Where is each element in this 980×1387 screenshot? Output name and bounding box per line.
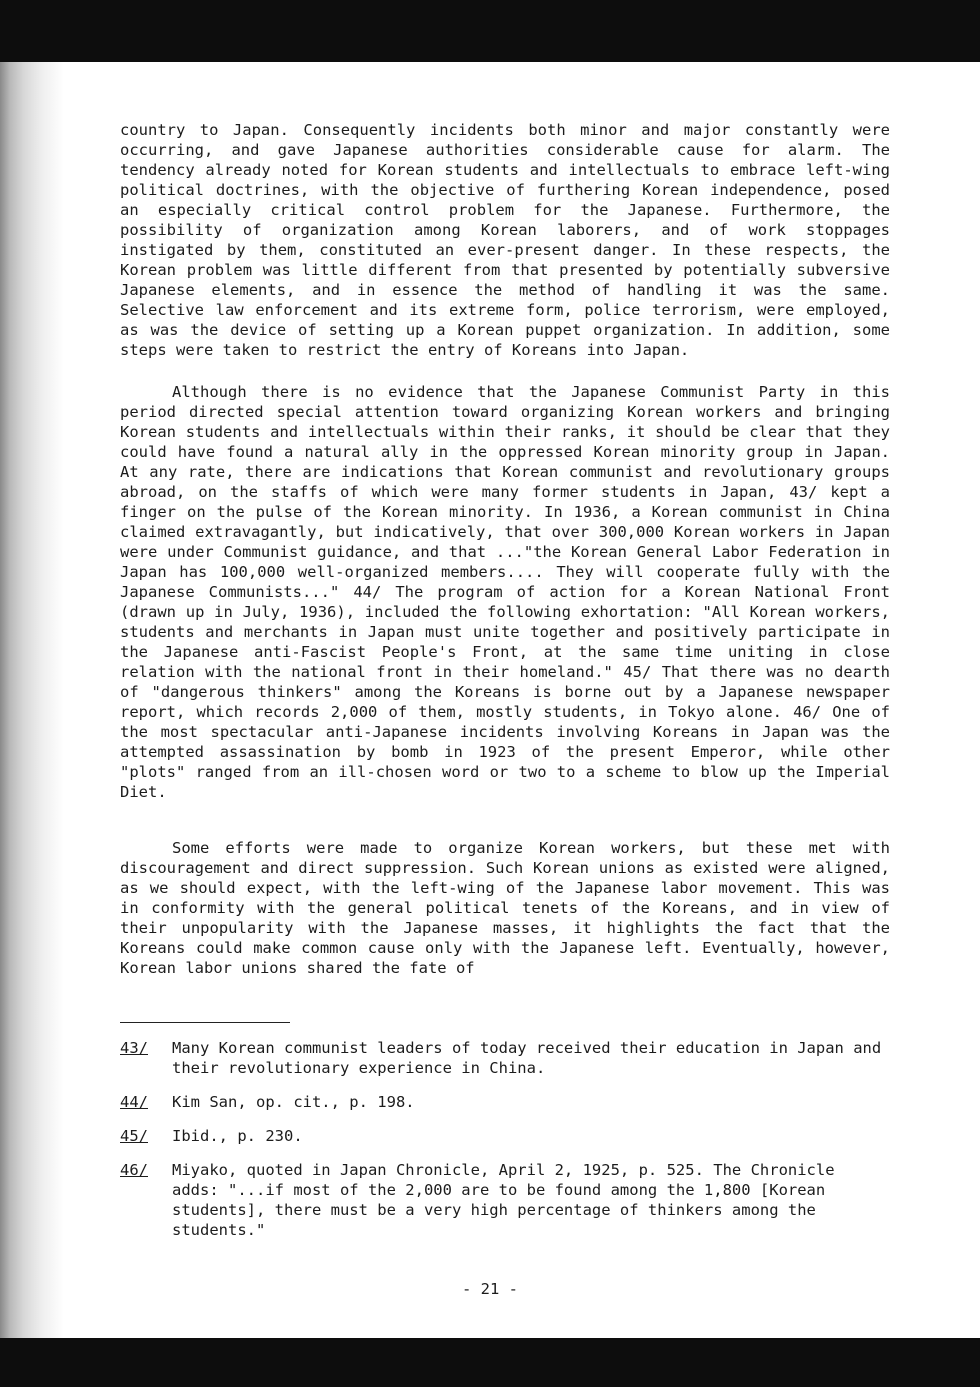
body-paragraph-3: Some efforts were made to organize Korean workers, but these met with discouragement and direct suppression. Such Korean unions as existed were aligned, as we should expect, with the left-wing of the Japanese labor movement. This was in conformity with the general political tenets of the Koreans, and in view of their unpopularity with the Japanese masses, it highlights the fact that the Koreans could make common cause only with the Japanese left. Eventually, however, Korean labor unions shared the fate of [120,839,890,977]
footnote-number: 44/ [120,1093,148,1111]
footnote-separator [120,1022,290,1023]
scan-bottom-border [0,1338,980,1387]
footnote-43 [120,1038,890,1078]
footnote-45 [120,1126,890,1146]
footnote-text: Ibid., p. 230. [172,1127,303,1145]
body-paragraph-2: Although there is no evidence that the Japanese Communist Party in this period directed special attention toward organizing Korean workers and bringing Korean students and intellectuals within their ranks, it should be clear that they could have found a natural ally in the oppressed Korean minority group in Japan. At any rate, there are indications that Korean communist and revolutionary groups abroad, on the staffs of which were many former students in Japan, 43/ kept a finger on the pulse of the Korean minority. In 1936, a Korean communist in China claimed extravagantly, but indicatively, that over 300,000 Korean workers in Japan were under Communist guidance, and that ..."the Korean General Labor Federation in Japan has 100,000 well-organized members.... They will cooperate fully with the Japanese Communists..." 44/ The program of action for a Korean National Front (drawn up in July, 1936), included the following exhortation: "All Korean workers, students and merchants in Japan must unite together and positively participate in the Japanese anti-Fascist People's Front, at the same time uniting in close relation with the national front in their homeland." 45/ That there was no dearth of "dangerous thinkers" among the Koreans is borne out by a Japanese newspaper report, which records 2,000 of them, mostly students, in Tokyo alone. 46/ One of the most spectacular anti-Japanese incidents involving Koreans in Japan was the attempted assassination by bomb in 1923 of the present Emperor, while other "plots" ranged from an ill-chosen word or two to a scheme to blow up the Imperial Diet. [120,383,890,801]
footnote-46 [120,1160,890,1240]
document-body [120,118,890,978]
footnote-number: 45/ [120,1127,148,1145]
footnote-number: 46/ [120,1161,148,1179]
footnote-text: Miyako, quoted in Japan Chronicle, April 2, 1925, p. 525. The Chronicle adds: "...if most of the 2,000 are to be found among the 1,800 [Korean students], there must be a very high percentage of thinkers among the students." [172,1161,835,1239]
page-number: - 21 - [462,1280,518,1298]
footnotes [120,1038,890,1254]
scan-left-edge [0,62,64,1338]
footnote-44 [120,1092,890,1112]
scan-top-border [0,0,980,62]
body-paragraph-1: country to Japan. Consequently incidents both minor and major constantly were occurring, and gave Japanese authorities considerable cause for alarm. The tendency already noted for Korean students and intellectuals to embrace left-wing political doctrines, with the objective of furthering Korean independence, posed an especially critical control problem for the Japanese. Furthermore, the possibility of organization among Korean laborers, and of work stoppages instigated by them, constituted an ever-present danger. In these respects, the Korean problem was little different from that presented by potentially subversive Japanese elements, and in essence the method of handling it was the same. Selective law enforcement and its extreme form, police terrorism, were employed, as was the device of setting up a Korean puppet organization. In addition, some steps were taken to restrict the entry of Koreans into Japan. [120,121,890,359]
footnote-text: Many Korean communist leaders of today received their education in Japan and their revolutionary experience in China. [172,1039,882,1077]
footnote-number: 43/ [120,1039,148,1057]
footnote-text: Kim San, op. cit., p. 198. [172,1093,415,1111]
